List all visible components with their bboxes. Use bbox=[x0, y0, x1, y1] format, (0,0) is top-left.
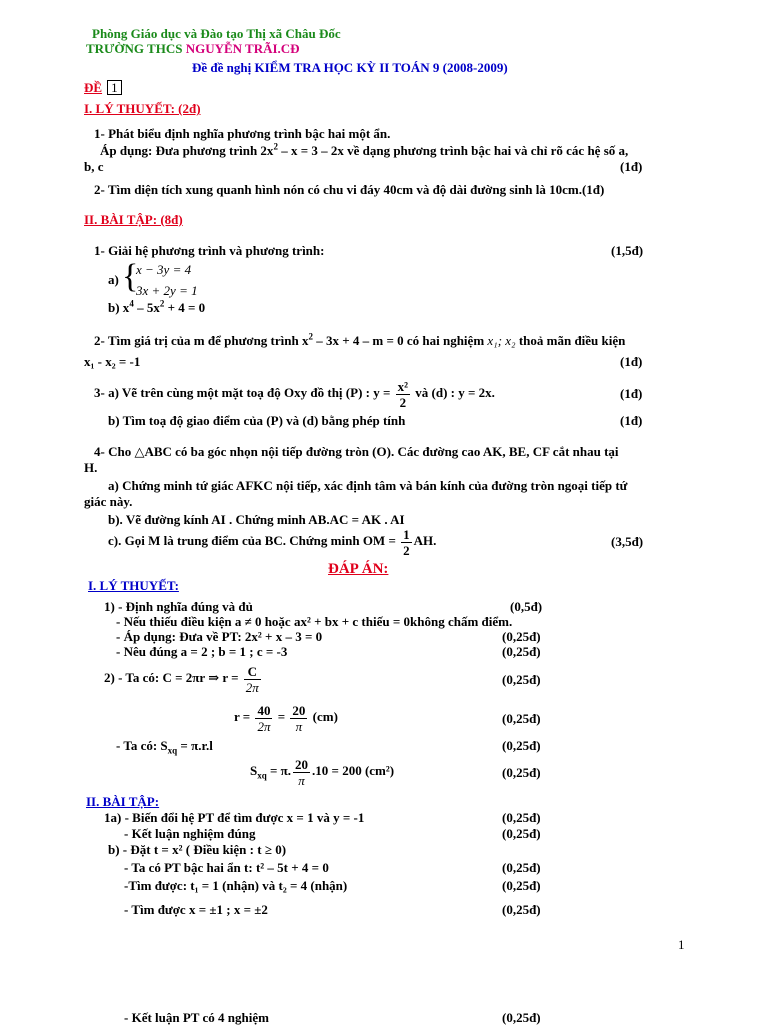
system-brace: { bbox=[122, 258, 139, 295]
exercise-q3b-score: (1đ) bbox=[620, 413, 643, 428]
theory-q1-apply: Áp dụng: Đưa phương trình $2x^2 - x = 3 - 2x$ về dạng phương trình bậc hai và chỉ rõ các hệ số a, bbox=[100, 141, 629, 158]
answer-b1b-roots-x-score: (0,25đ) bbox=[502, 902, 541, 917]
answer-b1a-conclusion-score: (0,25đ) bbox=[502, 826, 541, 841]
exam-title: Đề đề nghị KIỂM TRA HỌC KỲ II TOÁN 9 (2008-2009) bbox=[192, 60, 508, 75]
system-eq-1: x − 3y = 4 bbox=[136, 262, 192, 277]
answer-2-score: (0,25đ) bbox=[502, 672, 541, 687]
theory-q1-score: (1đ) bbox=[620, 159, 643, 174]
exercise-q1b: b) $x^4 - 5x^2 + 4 = 0$ bbox=[108, 298, 206, 315]
next-page-line-score: (0,25đ) bbox=[502, 1010, 541, 1025]
answer-1-coef-score: (0,25đ) bbox=[502, 644, 541, 659]
fraction-20-over-pi: $\frac{20}{\pi}$ bbox=[292, 702, 306, 734]
answer-b1b-equation-score: (0,25đ) bbox=[502, 860, 541, 875]
answer-b1a-conclusion: - Kết luận nghiệm đúng bbox=[124, 826, 256, 841]
de-label: ĐỀ bbox=[84, 80, 103, 95]
answer-b1b-roots-x: - Tìm được x = ±1 ; x = ±2 bbox=[124, 902, 268, 917]
header-line-1: Phòng Giáo dục và Đào tạo Thị xã Châu Đốc bbox=[92, 26, 341, 41]
answer-1-note: - Nếu thiếu điều kiện a ≠ 0 hoặc ax² + bx + c thiếu = 0không chấm điểm. bbox=[116, 614, 513, 629]
school-name: NGUYỄN TRÃI.CĐ bbox=[185, 41, 300, 56]
header-line-2 bbox=[86, 41, 300, 56]
answer-1-score: (0,5đ) bbox=[510, 599, 543, 614]
exercise-q4-score: (3,5đ) bbox=[611, 534, 644, 549]
answer-1-apply-score: (0,25đ) bbox=[502, 629, 541, 644]
exercise-q4c: c). Gọi M là trung điểm của BC. Chứng minh OM = $\frac{1}{2}$ AH. bbox=[108, 526, 437, 558]
answer-b1b-roots-t-score: (0,25đ) bbox=[502, 878, 541, 893]
de-number: 1 bbox=[107, 80, 122, 95]
fraction-x2-over-2: $\frac{\text{x²}}{2}$ bbox=[397, 378, 409, 410]
section-2-title: II. BÀI TẬP: (8đ) bbox=[84, 212, 183, 227]
answer-2-radius: r = $\frac{40}{2\pi}$ = $\frac{20}{\pi}$ (cm) bbox=[234, 702, 338, 734]
exercise-q3a: 3- a) Vẽ trên cùng một mặt toạ độ Oxy đồ thị (P) : y = $\frac{\text{x²}}{2}$ và (d) : y = 2x. bbox=[94, 378, 495, 410]
answer-b1a: 1a) - Biến đổi hệ PT để tìm được x = 1 và y = -1 bbox=[104, 810, 365, 825]
answer-1-coef: - Nêu đúng a = 2 ; b = 1 ; c = -3 bbox=[116, 644, 288, 659]
answer-b1b-roots-t: -Tìm được: t₁ = 1 (nhận) và t₂ = 4 (nhận) bbox=[124, 878, 348, 893]
answer-2-area-result-score: (0,25đ) bbox=[502, 765, 541, 780]
system-eq-2: 3x + 2y = 1 bbox=[136, 283, 198, 298]
answer-2: 2) - Ta có: C = 2πr ⇒ r = $\frac{C}{2\pi}$ bbox=[104, 663, 259, 695]
fraction-1-over-2: $\frac{1}{2}$ bbox=[403, 526, 410, 558]
fraction-c-over-2pi: $\frac{C}{2\pi}$ bbox=[245, 663, 259, 695]
next-page-line: - Kết luận PT có 4 nghiệm bbox=[124, 1010, 269, 1025]
exercise-q3b: b) Tìm toạ độ giao điểm của (P) và (d) bằng phép tính bbox=[108, 413, 406, 428]
answer-b1b: b) - Đặt t = x² ( Điều kiện : t ≥ 0) bbox=[108, 842, 287, 857]
answer-2-area-result: $S_{xq} = \pi$. $\frac{20}{\pi}$ .10 = 200 (cm²) bbox=[250, 756, 395, 788]
answer-1-apply: - Áp dụng: Đưa về PT: 2x² + x – 3 = 0 bbox=[116, 629, 323, 644]
exercise-q1-score: (1,5đ) bbox=[611, 243, 644, 258]
page-number: 1 bbox=[678, 937, 685, 952]
answer-2-radius-score: (0,25đ) bbox=[502, 711, 541, 726]
exercise-q4-cont: H. bbox=[84, 460, 98, 475]
theory-q2: 2- Tìm diện tích xung quanh hình nón có chu vi đáy 40cm và độ dài đường sinh là 10cm.(1đ) bbox=[94, 182, 605, 197]
answer-2-area-formula: - Ta có: $S_{xq} = \pi.r.l$ bbox=[116, 738, 213, 756]
exam-variant bbox=[84, 80, 122, 95]
fraction-20-over-pi-2: $\frac{20}{\pi}$ bbox=[295, 756, 309, 788]
exercise-q1: 1- Giải hệ phương trình và phương trình: bbox=[94, 243, 325, 258]
theory-q1-coef: b, c bbox=[84, 159, 104, 174]
exercise-q4a: a) Chứng minh tứ giác AFKC nội tiếp, xác định tâm và bán kính của đường tròn ngoại tiếp tứ bbox=[108, 478, 628, 493]
exercise-q4b: b). Vẽ đường kính AI . Chứng minh AB.AC = AK . AI bbox=[108, 512, 405, 527]
answer-title: ĐÁP ÁN: bbox=[328, 561, 389, 577]
answer-2-area-formula-score: (0,25đ) bbox=[502, 738, 541, 753]
exercise-q2-score: (1đ) bbox=[620, 354, 643, 369]
exercise-q4a-cont: giác này. bbox=[84, 494, 133, 509]
fraction-40-over-2pi: $\frac{40}{2\pi}$ bbox=[257, 702, 271, 734]
section-1-title: I. LÝ THUYẾT: (2đ) bbox=[84, 101, 201, 116]
exercise-q2: 2- Tìm giá trị của m để phương trình $x^2 - 3x + 4 - m = 0$ có hai nghiệm x₁; x₂ thoả mãn điều kiện bbox=[94, 331, 626, 348]
answer-b1b-equation: - Ta có PT bậc hai ẩn t: t² – 5t + 4 = 0 bbox=[124, 860, 329, 875]
exercise-q1a-label: a) bbox=[108, 272, 119, 287]
school-prefix: TRƯỜNG THCS bbox=[86, 41, 186, 56]
next-page-cutoff bbox=[0, 1010, 768, 1025]
answer-1: 1) - Định nghĩa đúng và đủ bbox=[104, 599, 253, 614]
exercise-q3a-score: (1đ) bbox=[620, 386, 643, 401]
exercise-q2-condition: x₁ - x₂ = -1 bbox=[84, 354, 141, 369]
answer-section-1-title: I. LÝ THUYẾT: bbox=[88, 578, 179, 593]
answer-section-2-title: II. BÀI TẬP: bbox=[86, 794, 160, 809]
theory-q1: 1- Phát biểu định nghĩa phương trình bậc hai một ẩn. bbox=[94, 126, 391, 141]
answer-b1a-score: (0,25đ) bbox=[502, 810, 541, 825]
exercise-q4: 4- Cho △ABC có ba góc nhọn nội tiếp đường tròn (O). Các đường cao AK, BE, CF cắt nhau tại bbox=[94, 444, 619, 459]
